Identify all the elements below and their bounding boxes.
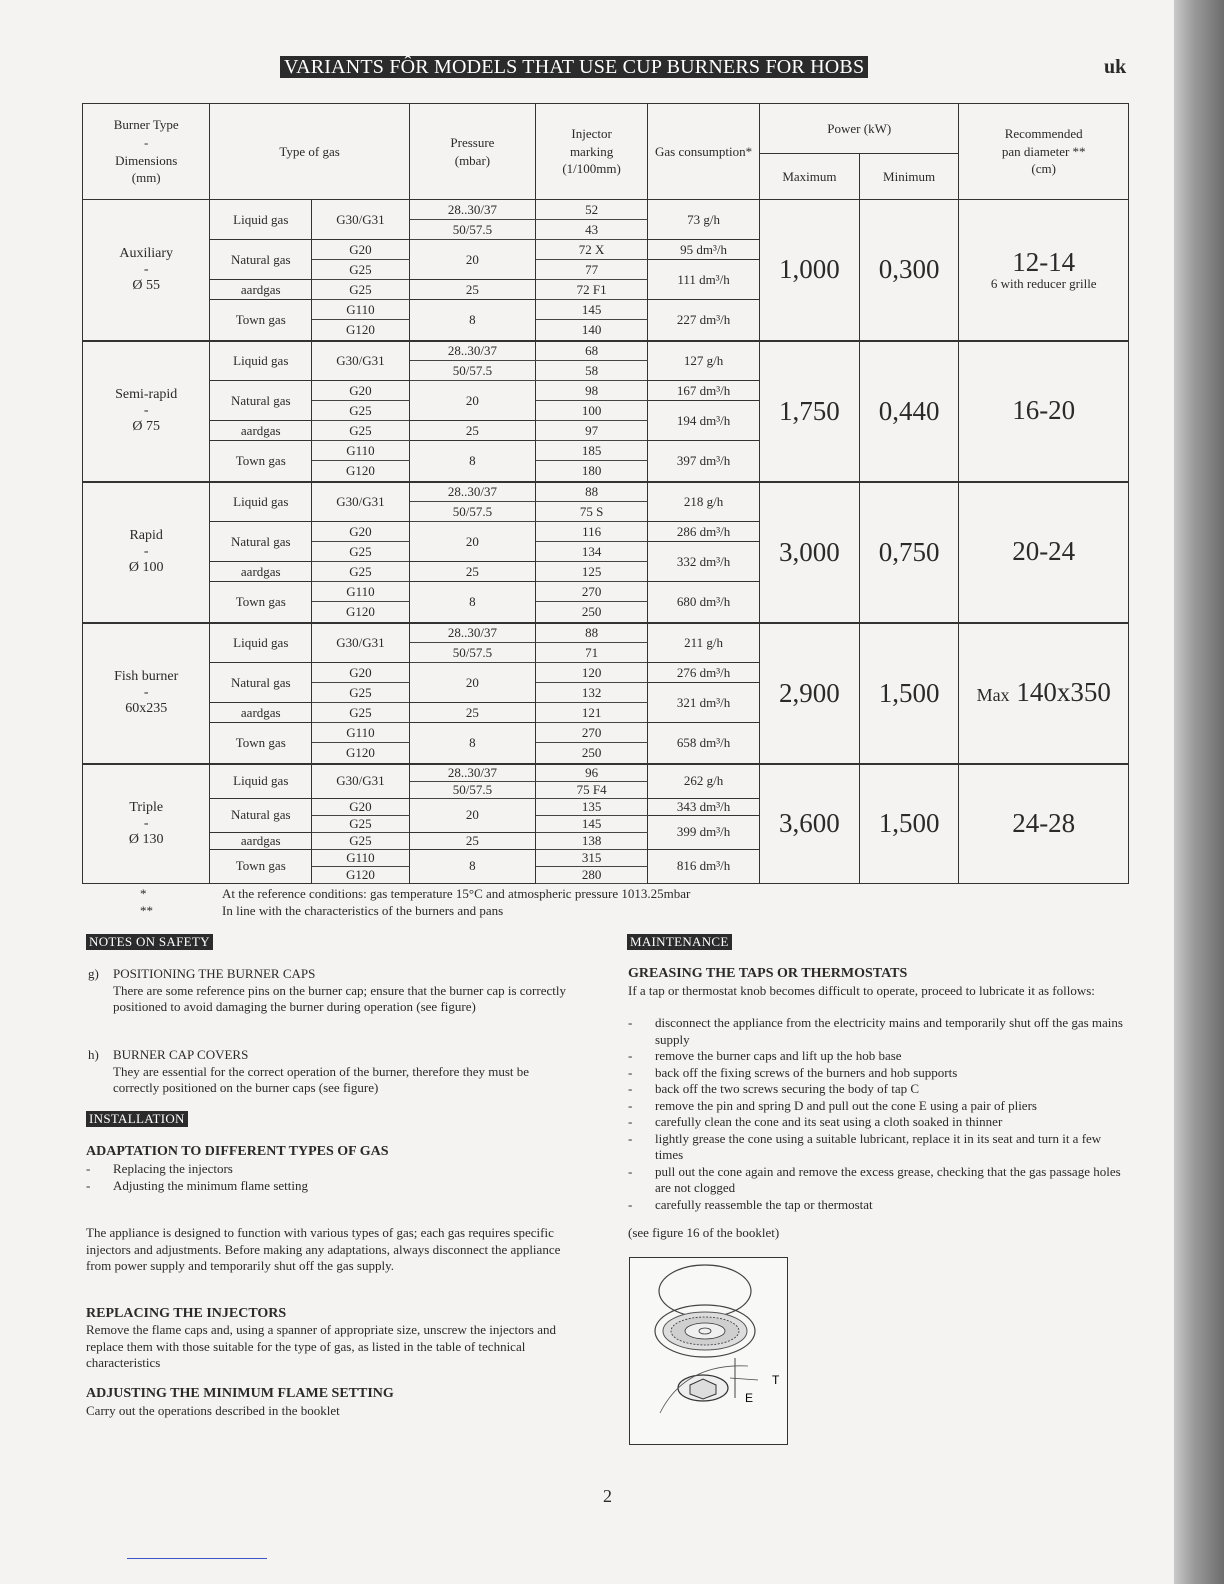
- pressure: 8: [409, 300, 535, 341]
- pan-value: 24-28: [1012, 807, 1076, 838]
- gas-code: G25: [312, 260, 410, 280]
- burner-name-cell: [83, 200, 210, 341]
- footnote: * At the reference conditions: gas temperature 15°C and atmospheric pressure 1013.25mbar: [140, 886, 691, 901]
- pressure: 20: [409, 522, 535, 562]
- gas-code: G20: [312, 240, 410, 260]
- gas-code: G30/G31: [312, 764, 410, 799]
- pressure: 20: [409, 240, 535, 280]
- item-g-label: g): [88, 966, 99, 981]
- gas-type: Liquid gas: [210, 482, 312, 522]
- gas-type: Town gas: [210, 582, 312, 623]
- gas-code: G25: [312, 280, 410, 300]
- injector-marking: 52: [536, 200, 648, 220]
- list-item: - lightly grease the cone using a suitable lubricant, replace it in its seat and turn it a few times: [628, 1131, 1130, 1164]
- injector-marking: 134: [536, 542, 648, 562]
- language-tag: uk: [1104, 56, 1127, 78]
- gas-consumption: 218 g/h: [648, 482, 760, 522]
- figure-label-t: T: [772, 1373, 780, 1387]
- gas-consumption: 680 dm³/h: [648, 582, 760, 623]
- pressure: 25: [409, 562, 535, 582]
- gas-type: Town gas: [210, 723, 312, 764]
- gas-consumption: 276 dm³/h: [648, 663, 760, 683]
- list-item: - remove the burner caps and lift up the hob base: [628, 1048, 1130, 1065]
- gas-code: G20: [312, 663, 410, 683]
- gas-type: aardgas: [210, 421, 312, 441]
- item-g-title: POSITIONING THE BURNER CAPS: [113, 966, 316, 981]
- header-injector: Injector marking (1/100mm): [536, 104, 648, 200]
- pressure: 20: [409, 663, 535, 703]
- gas-type: Natural gas: [210, 381, 312, 421]
- gas-consumption: 127 g/h: [648, 341, 760, 381]
- injector-marking: 250: [536, 602, 648, 623]
- power-min: 0,440: [859, 341, 959, 482]
- gas-consumption: 397 dm³/h: [648, 441, 760, 482]
- pressure: 20: [409, 798, 535, 832]
- gas-consumption: 73 g/h: [648, 200, 760, 240]
- burner-table: [82, 103, 1129, 884]
- gas-code: G20: [312, 522, 410, 542]
- injector-marking: 138: [536, 832, 648, 849]
- pan-diameter: [959, 200, 1129, 341]
- gas-code: G20: [312, 798, 410, 815]
- gas-code: G20: [312, 381, 410, 401]
- injector-marking: 145: [536, 815, 648, 832]
- gas-type: Liquid gas: [210, 200, 312, 240]
- page-title: VARIANTS FÔR MODELS THAT USE CUP BURNERS FOR HOBS: [280, 56, 868, 78]
- pressure: 28..30/37: [409, 764, 535, 782]
- list-item: - Replacing the injectors: [86, 1161, 546, 1178]
- list-item: - carefully reassemble the tap or thermostat: [628, 1197, 1130, 1214]
- burner-cap-figure: [629, 1257, 788, 1445]
- pressure: 25: [409, 421, 535, 441]
- burner-name: Fish burner: [114, 669, 179, 684]
- gas-consumption: 399 dm³/h: [648, 815, 760, 849]
- list-item: - remove the pin and spring D and pull out the cone E using a pair of pliers: [628, 1098, 1130, 1115]
- injector-marking: 88: [536, 623, 648, 643]
- injector-marking: 100: [536, 401, 648, 421]
- pressure: 8: [409, 849, 535, 884]
- injector-marking: 145: [536, 300, 648, 320]
- burner-dimension: Ø 75: [132, 419, 161, 434]
- gas-consumption: 95 dm³/h: [648, 240, 760, 260]
- gas-type: Town gas: [210, 300, 312, 341]
- adjusting-title: ADJUSTING THE MINIMUM FLAME SETTING: [86, 1386, 394, 1401]
- injector-marking: 250: [536, 743, 648, 764]
- injector-marking: 180: [536, 461, 648, 482]
- pan-prefix: Max: [976, 685, 1010, 706]
- item-h: [113, 1047, 568, 1097]
- see-figure-note: (see figure 16 of the booklet): [628, 1225, 780, 1240]
- power-max: 2,900: [760, 623, 860, 764]
- safety-heading: NOTES ON SAFETY: [86, 934, 213, 950]
- gas-code: G25: [312, 421, 410, 441]
- adaptation-title: ADAPTATION TO DIFFERENT TYPES OF GAS: [86, 1144, 389, 1159]
- pan-diameter: [959, 623, 1129, 764]
- gas-code: G120: [312, 320, 410, 341]
- injector-marking: 72 F1: [536, 280, 648, 300]
- gas-code: G25: [312, 542, 410, 562]
- adaptation-list: [86, 1161, 546, 1194]
- gas-code: G30/G31: [312, 200, 410, 240]
- pan-diameter: [959, 341, 1129, 482]
- gas-code: G120: [312, 743, 410, 764]
- pressure: 50/57.5: [409, 361, 535, 381]
- item-h-title: BURNER CAP COVERS: [113, 1047, 249, 1062]
- burner-name-cell: [83, 764, 210, 884]
- greasing-steps: [628, 1015, 1130, 1213]
- item-g-text: There are some reference pins on the burner cap; ensure that the burner cap is correctly positioned to avoid damaging the burner during operation (see figure): [113, 982, 566, 1014]
- item-h-label: h): [88, 1047, 99, 1062]
- burner-name-cell: [83, 482, 210, 623]
- injector-marking: 270: [536, 723, 648, 743]
- gas-code: G120: [312, 602, 410, 623]
- gas-consumption: 167 dm³/h: [648, 381, 760, 401]
- gas-code: G110: [312, 849, 410, 866]
- gas-consumption: 227 dm³/h: [648, 300, 760, 341]
- table-row: [83, 341, 1129, 361]
- burner-cap-drawing: [630, 1258, 787, 1444]
- power-min: 1,500: [859, 764, 959, 884]
- burner-name-cell: [83, 341, 210, 482]
- injector-marking: 68: [536, 341, 648, 361]
- pan-diameter: [959, 764, 1129, 884]
- table-body: [83, 200, 1129, 884]
- injector-marking: 185: [536, 441, 648, 461]
- gas-code: G25: [312, 401, 410, 421]
- dash: -: [143, 403, 149, 418]
- pan-value: 12-14: [1012, 246, 1076, 277]
- figure-label-e: E: [745, 1391, 754, 1405]
- pressure: 8: [409, 441, 535, 482]
- header-pressure: Pressure (mbar): [409, 104, 535, 200]
- pressure: 50/57.5: [409, 502, 535, 522]
- pan-value: 20-24: [1012, 536, 1076, 567]
- dash: -: [143, 815, 149, 831]
- pressure: 25: [409, 832, 535, 849]
- pressure: 50/57.5: [409, 220, 535, 240]
- pan-note: 6 with reducer grille: [990, 276, 1097, 292]
- gas-type: aardgas: [210, 562, 312, 582]
- gas-code: G25: [312, 562, 410, 582]
- gas-type: Liquid gas: [210, 623, 312, 663]
- injector-marking: 125: [536, 562, 648, 582]
- burner-name: Auxiliary: [119, 245, 174, 261]
- pressure: 28..30/37: [409, 200, 535, 220]
- gas-consumption: 211 g/h: [648, 623, 760, 663]
- power-min: 1,500: [859, 623, 959, 764]
- burner-name: Semi-rapid: [115, 387, 178, 402]
- page-edge-shadow: [1174, 0, 1224, 1584]
- injector-marking: 98: [536, 381, 648, 401]
- burner-name-cell: [83, 623, 210, 764]
- gas-consumption: 111 dm³/h: [648, 260, 760, 300]
- gas-consumption: 321 dm³/h: [648, 683, 760, 723]
- gas-type: aardgas: [210, 703, 312, 723]
- burner-dimension: Ø 130: [128, 831, 164, 847]
- burner-dimension: 60x235: [125, 701, 168, 716]
- installation-intro: The appliance is designed to function with various types of gas; each gas requires specific injectors and adjustments. Before making any adaptations, always disconnect the appliance from power supply and temporarily shut off the gas supply.: [86, 1225, 561, 1273]
- replacing-text: Remove the flame caps and, using a spanner of appropriate size, unscrew the injectors and replace them with those suitable for the type of gas, as listed in the table of technical characteristics: [86, 1322, 556, 1370]
- injector-marking: 121: [536, 703, 648, 723]
- burner-dimension: Ø 100: [128, 560, 164, 575]
- list-item: - carefully clean the cone and its seat using a cloth soaked in thinner: [628, 1114, 1130, 1131]
- pressure: 28..30/37: [409, 623, 535, 643]
- gas-code: G110: [312, 723, 410, 743]
- injector-marking: 315: [536, 849, 648, 866]
- pressure: 50/57.5: [409, 643, 535, 663]
- gas-type: Town gas: [210, 441, 312, 482]
- installation-heading: INSTALLATION: [86, 1111, 188, 1127]
- injector-marking: 116: [536, 522, 648, 542]
- injector-marking: 75 F4: [536, 781, 648, 798]
- gas-consumption: 194 dm³/h: [648, 401, 760, 441]
- injector-marking: 120: [536, 663, 648, 683]
- injector-marking: 43: [536, 220, 648, 240]
- injector-marking: 77: [536, 260, 648, 280]
- list-item: - back off the fixing screws of the burners and hob supports: [628, 1065, 1130, 1082]
- gas-type: Town gas: [210, 849, 312, 884]
- gas-code: G25: [312, 815, 410, 832]
- item-h-text: They are essential for the correct operation of the burner, therefore they must be correctly positioned on the burner caps (see figure): [113, 1063, 530, 1095]
- injector-marking: 96: [536, 764, 648, 782]
- pan-value: 140x350: [1016, 677, 1111, 708]
- header-gas-type: Type of gas: [210, 104, 409, 200]
- footnotes: [140, 885, 690, 919]
- gas-type: aardgas: [210, 280, 312, 300]
- maintenance-heading: MAINTENANCE: [627, 934, 732, 950]
- gas-code: G110: [312, 300, 410, 320]
- gas-type: Natural gas: [210, 798, 312, 832]
- power-max: 1,000: [760, 200, 860, 341]
- bottom-line: [127, 1558, 267, 1559]
- pressure: 28..30/37: [409, 341, 535, 361]
- header-consumption: Gas consumption*: [648, 104, 760, 200]
- list-item: - Adjusting the minimum flame setting: [86, 1178, 546, 1195]
- gas-type: Natural gas: [210, 663, 312, 703]
- replacing-title: REPLACING THE INJECTORS: [86, 1306, 287, 1321]
- pan-diameter: [959, 482, 1129, 623]
- gas-code: G110: [312, 582, 410, 602]
- gas-code: G30/G31: [312, 482, 410, 522]
- header-pan: Recommended pan diameter ** (cm): [959, 104, 1129, 200]
- injector-marking: 58: [536, 361, 648, 381]
- gas-code: G120: [312, 866, 410, 884]
- gas-consumption: 332 dm³/h: [648, 542, 760, 582]
- gas-consumption: 816 dm³/h: [648, 849, 760, 884]
- gas-code: G25: [312, 683, 410, 703]
- dash: -: [143, 261, 149, 277]
- gas-type: Natural gas: [210, 522, 312, 562]
- page-number: 2: [603, 1486, 612, 1506]
- dash: -: [143, 685, 149, 700]
- injector-marking: 140: [536, 320, 648, 341]
- gas-type: Natural gas: [210, 240, 312, 280]
- pressure: 28..30/37: [409, 482, 535, 502]
- power-max: 3,600: [760, 764, 860, 884]
- table-row: [83, 482, 1129, 502]
- injector-marking: 71: [536, 643, 648, 663]
- gas-consumption: 262 g/h: [648, 764, 760, 799]
- table-row: [83, 764, 1129, 782]
- gas-type: Liquid gas: [210, 764, 312, 799]
- burner-dimension: Ø 55: [132, 277, 161, 293]
- pressure: 8: [409, 582, 535, 623]
- injector-marking: 270: [536, 582, 648, 602]
- footnote: ** In line with the characteristics of the burners and pans: [140, 903, 504, 918]
- gas-consumption: 658 dm³/h: [648, 723, 760, 764]
- injector-marking: 72 X: [536, 240, 648, 260]
- header-burner: Burner Type - Dimensions (mm): [83, 104, 210, 200]
- power-min: 0,300: [859, 200, 959, 341]
- injector-marking: 280: [536, 866, 648, 884]
- injector-marking: 88: [536, 482, 648, 502]
- injector-marking: 135: [536, 798, 648, 815]
- burner-name: Triple: [129, 799, 164, 815]
- dash: -: [143, 544, 149, 559]
- gas-code: G25: [312, 832, 410, 849]
- gas-code: G30/G31: [312, 623, 410, 663]
- gas-consumption: 286 dm³/h: [648, 522, 760, 542]
- list-item: - back off the two screws securing the body of tap C: [628, 1081, 1130, 1098]
- injector-marking: 97: [536, 421, 648, 441]
- pressure: 20: [409, 381, 535, 421]
- burner-name: Rapid: [129, 528, 163, 543]
- table-row: [83, 200, 1129, 220]
- gas-type: Liquid gas: [210, 341, 312, 381]
- list-item: - pull out the cone again and remove the excess grease, checking that the gas passage holes are not clogged: [628, 1164, 1130, 1197]
- power-max: 1,750: [760, 341, 860, 482]
- power-max: 3,000: [760, 482, 860, 623]
- header-power: Power (kW): [760, 104, 959, 154]
- header-power-max: Maximum: [760, 154, 860, 200]
- adjusting-text: Carry out the operations described in the booklet: [86, 1403, 340, 1418]
- greasing-title: GREASING THE TAPS OR THERMOSTATS: [628, 966, 908, 981]
- greasing-intro: If a tap or thermostat knob becomes difficult to operate, proceed to lubricate it as follows:: [628, 983, 1095, 998]
- gas-consumption: 343 dm³/h: [648, 798, 760, 815]
- pressure: 25: [409, 280, 535, 300]
- pan-value: 16-20: [1012, 395, 1076, 426]
- item-g: [113, 966, 568, 1016]
- gas-code: G25: [312, 703, 410, 723]
- power-min: 0,750: [859, 482, 959, 623]
- pressure: 8: [409, 723, 535, 764]
- gas-code: G30/G31: [312, 341, 410, 381]
- pressure: 25: [409, 703, 535, 723]
- table-row: [83, 623, 1129, 643]
- gas-type: aardgas: [210, 832, 312, 849]
- header-power-min: Minimum: [859, 154, 959, 200]
- gas-code: G110: [312, 441, 410, 461]
- gas-code: G120: [312, 461, 410, 482]
- list-item: - disconnect the appliance from the electricity mains and temporarily shut off the gas mains supply: [628, 1015, 1130, 1048]
- injector-marking: 75 S: [536, 502, 648, 522]
- pressure: 50/57.5: [409, 781, 535, 798]
- injector-marking: 132: [536, 683, 648, 703]
